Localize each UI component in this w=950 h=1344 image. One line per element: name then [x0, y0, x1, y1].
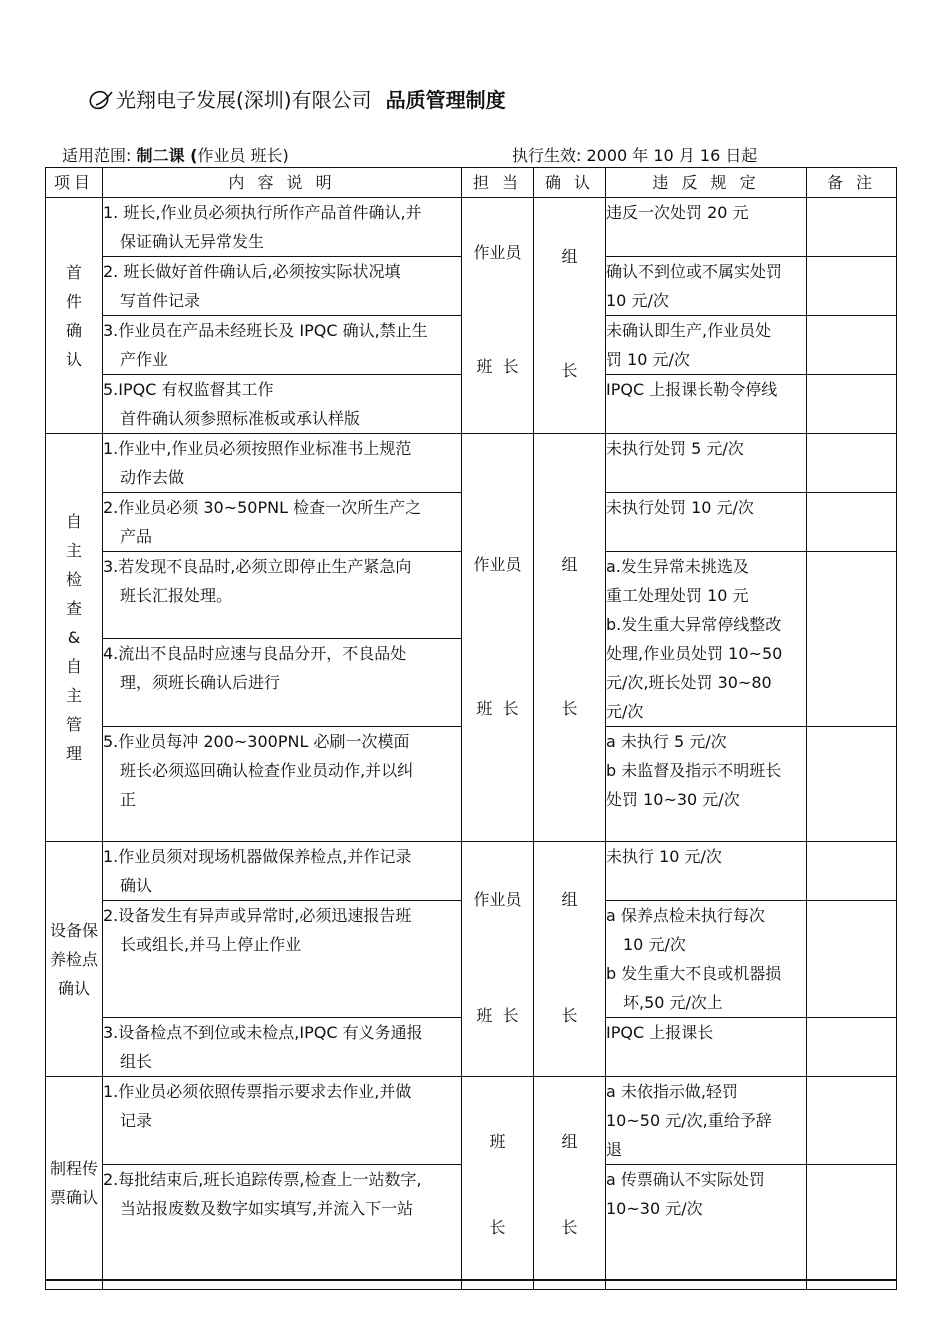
scope-label: 适用范围: — [62, 146, 132, 165]
header-content: 内 容 说 明 — [103, 168, 462, 198]
remark-cell — [807, 842, 897, 901]
rule-description: 2.设备发生有异声或异常时,必须迅速报告班 长或组长,并马上停止作业 — [103, 901, 462, 1018]
table-row — [46, 842, 897, 901]
penalty-cell: IPQC 上报课长勒令停线 — [606, 375, 807, 434]
category-process-ticket: 制程传 票确认 — [46, 1077, 103, 1290]
remark-cell — [807, 1018, 897, 1077]
table-header-row — [46, 168, 897, 198]
rule-description: 5.作业员每冲 200~300PNL 必刷一次模面 班长必须巡回确认检查作业员动作,并以纠 正 — [103, 727, 462, 842]
penalty-cell: a 传票确认不实际处罚 10~30 元/次 — [606, 1165, 807, 1290]
document-title: 品质管理制度 — [385, 88, 506, 112]
header-responsible: 担 当 — [462, 168, 534, 198]
remark-cell — [807, 552, 897, 727]
remark-cell — [807, 1165, 897, 1290]
leader-label: 班 长 — [476, 1006, 519, 1025]
responsible-cell: 作业员 班 长 — [462, 198, 534, 434]
penalty-cell: 未执行处罚 10 元/次 — [606, 493, 807, 552]
category-equipment-maintenance: 设备保 养检点 确认 — [46, 842, 103, 1077]
rule-description: 3.若发现不良品时,必须立即停止生产紧急向 班长汇报处理。 — [103, 552, 462, 639]
header-remark: 备 注 — [807, 168, 897, 198]
rule-description: 1. 班长,作业员必须执行所作产品首件确认,并 保证确认无异常发生 — [103, 198, 462, 257]
remark-cell — [807, 375, 897, 434]
effective-date: 执行生效: 2000 年 10 月 16 日起 — [512, 146, 758, 165]
confirm-cell: 组 长 — [534, 434, 606, 842]
scope-roles: 作业员 班长) — [197, 146, 289, 165]
confirm-cell: 组 长 — [534, 1077, 606, 1290]
confirm-cell: 组 长 — [534, 842, 606, 1077]
penalty-cell: 未确认即生产,作业员处 罚 10 元/次 — [606, 316, 807, 375]
remark-cell — [807, 1077, 897, 1165]
company-name: 光翔电子发展(深圳)有限公司 — [116, 88, 372, 112]
confirm-cell: 组 长 — [534, 198, 606, 434]
rule-description: 2. 班长做好首件确认后,必须按实际状况填 写首件记录 — [103, 257, 462, 316]
table-row — [46, 434, 897, 493]
remark-cell — [807, 727, 897, 842]
scope-value: 制二课 ( — [136, 146, 198, 165]
table-row — [46, 198, 897, 257]
rule-description: 3.作业员在产品未经班长及 IPQC 确认,禁止生 产作业 — [103, 316, 462, 375]
quality-rules-table — [45, 167, 897, 1290]
penalty-cell: a.发生异常未挑选及 重工处理处罚 10 元 b.发生重大异常停线整改 处理,作业员处罚 10~50 元/次,班长处罚 30~80 元/次 — [606, 552, 807, 727]
responsible-cell: 作业员 班 长 — [462, 842, 534, 1077]
category-first-article: 首 件 确 认 — [46, 198, 103, 434]
penalty-cell: 未执行处罚 5 元/次 — [606, 434, 807, 493]
remark-cell — [807, 901, 897, 1018]
scope-line — [62, 143, 289, 166]
responsible-cell: 作业员 班 长 — [462, 434, 534, 842]
rule-description: 1.作业员必须依照传票指示要求去作业,并做 记录 — [103, 1077, 462, 1165]
table-bottom-border — [45, 1279, 896, 1281]
remark-cell — [807, 198, 897, 257]
page-title — [88, 84, 506, 116]
header-item: 项目 — [46, 168, 103, 198]
penalty-cell: 未执行 10 元/次 — [606, 842, 807, 901]
rule-description: 3.设备检点不到位或未检点,IPQC 有义务通报 组长 — [103, 1018, 462, 1077]
penalty-cell: 确认不到位或不属实处罚 10 元/次 — [606, 257, 807, 316]
remark-cell — [807, 434, 897, 493]
penalty-cell: IPQC 上报课长 — [606, 1018, 807, 1077]
leader-label: 班 长 — [476, 357, 519, 376]
penalty-cell: a 未依指示做,轻罚 10~50 元/次,重给予辞 退 — [606, 1077, 807, 1165]
responsible-cell: 班 长 — [462, 1077, 534, 1290]
remark-cell — [807, 493, 897, 552]
header-violation: 违 反 规 定 — [606, 168, 807, 198]
remark-cell — [807, 316, 897, 375]
rule-description: 4.流出不良品时应速与良品分开，不良品处 理，须班长确认后进行 — [103, 638, 462, 726]
header-confirm: 确 认 — [534, 168, 606, 198]
penalty-cell: 违反一次处罚 20 元 — [606, 198, 807, 257]
penalty-cell: a 保养点检未执行每次 10 元/次 b 发生重大不良或机器损 坏,50 元/次上 — [606, 901, 807, 1018]
rule-description: 5.IPQC 有权监督其工作 首件确认须参照标准板或承认样版 — [103, 375, 462, 434]
rule-description: 2.每批结束后,班长追踪传票,检查上一站数字, 当站报废数及数字如实填写,并流入下一站 — [103, 1165, 462, 1290]
remark-cell — [807, 257, 897, 316]
category-self-inspection: 自 主 检 查 & 自 主 管 理 — [46, 434, 103, 842]
rule-description: 1.作业中,作业员必须按照作业标准书上规范 动作去做 — [103, 434, 462, 493]
rule-description: 2.作业员必须 30~50PNL 检查一次所生产之 产品 — [103, 493, 462, 552]
leader-label: 班 长 — [476, 699, 519, 718]
table-row — [46, 1077, 897, 1165]
rule-description: 1.作业员须对现场机器做保养检点,并作记录 确认 — [103, 842, 462, 901]
penalty-cell: a 未执行 5 元/次 b 未监督及指示不明班长 处罚 10~30 元/次 — [606, 727, 807, 842]
company-logo-icon — [88, 89, 114, 116]
